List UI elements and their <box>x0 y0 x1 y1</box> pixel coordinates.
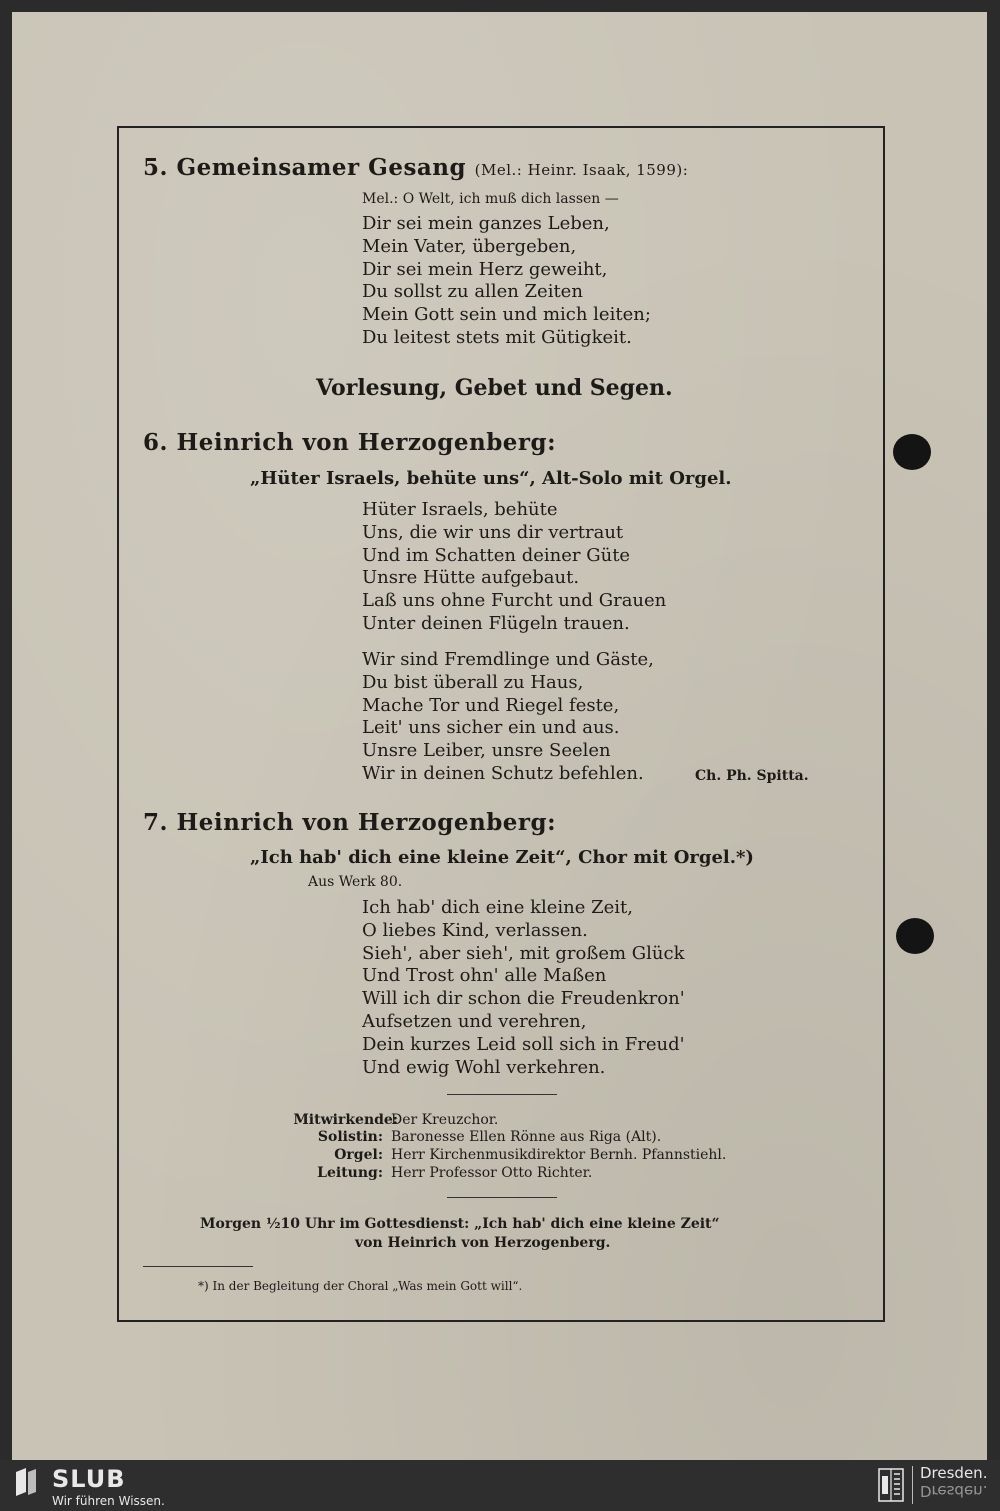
section-5-melody: Mel.: O Welt, ich muß dich lassen — <box>362 191 619 207</box>
dresden-crest-icon <box>878 1468 904 1502</box>
slub-brand: SLUB <box>52 1465 126 1493</box>
footer-bar <box>0 1460 1000 1511</box>
credit-label: Orgel: <box>334 1147 383 1163</box>
section-5-verse <box>362 213 651 350</box>
verse-line: Du sollst zu allen Zeiten <box>362 281 583 303</box>
punch-hole-bottom <box>896 918 934 954</box>
section-6-author: Ch. Ph. Spitta. <box>695 768 809 784</box>
announcement-line-2: von Heinrich von Herzogenberg. <box>355 1235 611 1251</box>
verse-line: Uns, die wir uns dir vertraut <box>362 521 624 543</box>
section-7-title: Heinrich von Herzogenberg: <box>176 809 557 836</box>
verse-line: Und im Schatten deiner Güte <box>362 544 631 566</box>
footer-separator <box>912 1466 913 1504</box>
section-6-stanza-2 <box>362 649 654 786</box>
section-7-heading <box>143 809 556 836</box>
verse-line: Aufsetzen und verehren, <box>362 1010 587 1032</box>
verse-line: Und ewig Wohl verkehren. <box>362 1056 606 1078</box>
section-6-stanza-1 <box>362 499 666 636</box>
verse-line: Wir in deinen Schutz befehlen. <box>362 762 644 784</box>
verse-line: Leit' uns sicher ein und aus. <box>362 717 620 739</box>
credit-value: Herr Kirchenmusikdirektor Bernh. Pfannstiehl. <box>391 1147 727 1163</box>
verse-line: Dir sei mein ganzes Leben, <box>362 213 610 234</box>
credit-label: Solistin: <box>317 1129 383 1145</box>
slub-logo-icon <box>14 1468 38 1496</box>
dresden-wordmark-reflection: Dresden. <box>920 1482 988 1500</box>
verse-line: Hüter Israels, behüte <box>362 499 558 520</box>
footnote: *) In der Begleitung der Choral „Was mein Gott will“. <box>198 1279 523 1293</box>
verse-line: O liebes Kind, verlassen. <box>362 919 588 941</box>
section-7-subtitle: „Ich hab' dich eine kleine Zeit“, Chor mit Orgel.*) <box>250 847 754 868</box>
credit-label: Leitung: <box>317 1165 383 1181</box>
verse-line: Mache Tor und Riegel feste, <box>362 694 620 716</box>
section-6-title: Heinrich von Herzogenberg: <box>176 429 557 456</box>
credit-value: Baronesse Ellen Rönne aus Riga (Alt). <box>391 1129 662 1145</box>
verse-line: Dein kurzes Leid soll sich in Freud' <box>362 1033 685 1055</box>
divider-bottom <box>447 1197 557 1198</box>
section-6-subtitle: „Hüter Israels, behüte uns“, Alt-Solo mit Orgel. <box>250 468 732 489</box>
credit-label: Mitwirkende: <box>293 1112 398 1128</box>
credit-value: Der Kreuzchor. <box>391 1112 499 1128</box>
verse-line: Unsre Hütte aufgebaut. <box>362 567 580 589</box>
section-5-title: Gemeinsamer Gesang <box>176 154 467 181</box>
verse-line: Dir sei mein Herz geweiht, <box>362 258 608 280</box>
section-5-heading <box>143 154 688 181</box>
verse-line: Du bist überall zu Haus, <box>362 671 584 693</box>
section-6-heading <box>143 429 556 456</box>
verse-line: Ich hab' dich eine kleine Zeit, <box>362 897 633 918</box>
verse-line: Du leitest stets mit Gütigkeit. <box>362 326 632 348</box>
announcement-line-1: Morgen ½10 Uhr im Gottesdienst: „Ich hab' dich eine kleine Zeit“ <box>200 1216 720 1232</box>
punch-hole-top <box>893 434 931 470</box>
verse-line: Mein Gott sein und mich leiten; <box>362 304 651 326</box>
verse-line: Laß uns ohne Furcht und Grauen <box>362 590 667 612</box>
section-5-number: 5. <box>143 154 169 181</box>
interlude-heading: Vorlesung, Gebet und Segen. <box>316 375 673 401</box>
divider-top <box>447 1094 557 1095</box>
credit-value: Herr Professor Otto Richter. <box>391 1165 593 1181</box>
section-7-number: 7. <box>143 809 169 836</box>
verse-line: Unsre Leiber, unsre Seelen <box>362 740 611 762</box>
verse-line: Mein Vater, übergeben, <box>362 235 577 257</box>
section-6-number: 6. <box>143 429 169 456</box>
verse-line: Wir sind Fremdlinge und Gäste, <box>362 649 654 670</box>
verse-line: Sieh', aber sieh', mit großem Glück <box>362 942 685 964</box>
footnote-rule <box>143 1266 253 1267</box>
verse-line: Unter deinen Flügeln trauen. <box>362 612 630 634</box>
slub-tagline: Wir führen Wissen. <box>52 1494 165 1508</box>
verse-line: Will ich dir schon die Freudenkron' <box>362 988 685 1010</box>
dresden-wordmark: Dresden. <box>920 1464 988 1482</box>
section-5-meta: (Mel.: Heinr. Isaak, 1599): <box>474 161 689 179</box>
verse-line: Und Trost ohn' alle Maßen <box>362 965 607 987</box>
section-7-work: Aus Werk 80. <box>308 874 403 890</box>
section-7-verse <box>362 897 685 1079</box>
